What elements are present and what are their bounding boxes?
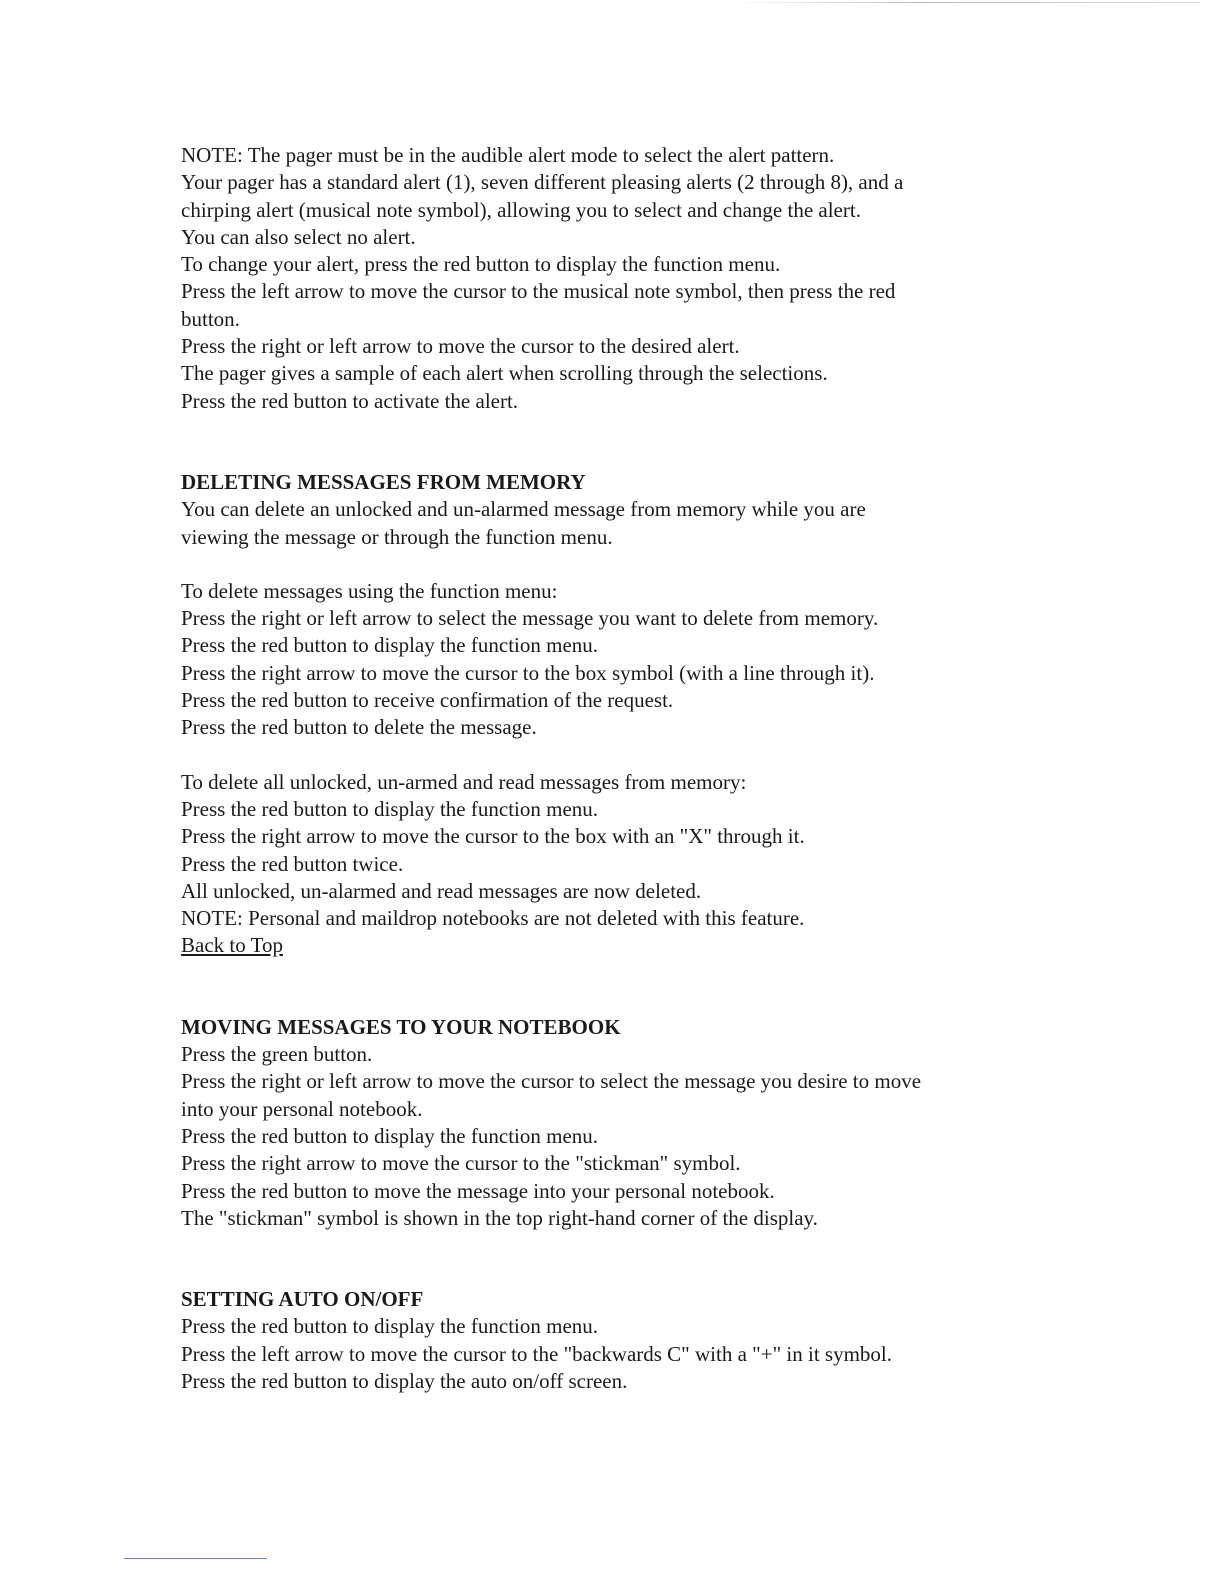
- text-line: viewing the message or through the function menu.: [181, 524, 613, 549]
- text-line: Press the right or left arrow to move the cursor to select the message you desire to move: [181, 1069, 922, 1094]
- back-to-top-link[interactable]: Back to Top: [181, 933, 283, 958]
- text-line: Press the red button to display the function menu.: [181, 1314, 599, 1339]
- scan-edge-line: [730, 2, 1200, 3]
- auto-on-off-section: [181, 1286, 1061, 1395]
- text-line: The pager gives a sample of each alert when scrolling through the selections.: [181, 361, 828, 386]
- text-line: Press the red button to display the auto on/off screen.: [181, 1368, 628, 1393]
- text-line: NOTE: Personal and maildrop notebooks are not deleted with this feature.: [181, 906, 805, 931]
- text-line: To delete all unlocked, un-armed and read messages from memory:: [181, 769, 747, 794]
- text-line: Press the red button to delete the message.: [181, 715, 537, 740]
- spacer: [181, 742, 1061, 769]
- spacer: [181, 415, 1061, 469]
- text-line: Press the right arrow to move the cursor to the box symbol (with a line through it).: [181, 660, 875, 685]
- text-line: Press the right arrow to move the cursor to the "stickman" symbol.: [181, 1151, 741, 1176]
- spacer: [181, 960, 1061, 1014]
- text-line: Press the red button twice.: [181, 851, 404, 876]
- section-heading: SETTING AUTO ON/OFF: [181, 1287, 424, 1312]
- moving-messages-section: [181, 1014, 1061, 1232]
- section-heading: DELETING MESSAGES FROM MEMORY: [181, 469, 586, 494]
- text-line: Your pager has a standard alert (1), seven different pleasing alerts (2 through 8), and a: [181, 170, 904, 195]
- text-line: Press the red button to display the function menu.: [181, 633, 599, 658]
- text-line: You can also select no alert.: [181, 224, 416, 249]
- text-line: All unlocked, un-alarmed and read messages are now deleted.: [181, 878, 702, 903]
- text-line: Press the red button to display the function menu.: [181, 1123, 599, 1148]
- text-line: Press the left arrow to move the cursor to the musical note symbol, then press the red: [181, 279, 896, 304]
- text-line: Press the red button to activate the alert.: [181, 388, 519, 413]
- text-line: Press the right or left arrow to move the cursor to the desired alert.: [181, 334, 740, 359]
- spacer: [181, 551, 1061, 578]
- text-line: Press the red button to receive confirmation of the request.: [181, 688, 674, 713]
- text-line: Press the red button to display the function menu.: [181, 796, 599, 821]
- section-heading: MOVING MESSAGES TO YOUR NOTEBOOK: [181, 1014, 621, 1039]
- text-line: Press the red button to move the message into your personal notebook.: [181, 1178, 775, 1203]
- alert-pattern-section: [181, 142, 1061, 415]
- text-line: button.: [181, 306, 240, 331]
- text-line: The "stickman" symbol is shown in the top right-hand corner of the display.: [181, 1205, 818, 1230]
- text-line: Press the right or left arrow to select the message you want to delete from memory.: [181, 606, 879, 631]
- text-line: Press the green button.: [181, 1042, 373, 1067]
- deleting-messages-section: [181, 469, 1061, 960]
- text-line: NOTE: The pager must be in the audible alert mode to select the alert pattern.: [181, 143, 835, 167]
- text-line: You can delete an unlocked and un-alarmed message from memory while you are: [181, 497, 866, 522]
- text-line: Press the right arrow to move the cursor to the box with an "X" through it.: [181, 824, 805, 849]
- text-line: To delete messages using the function menu:: [181, 578, 558, 603]
- text-line: chirping alert (musical note symbol), allowing you to select and change the alert.: [181, 197, 861, 222]
- document-page: [181, 142, 1061, 1395]
- footer-rule: [124, 1558, 267, 1559]
- spacer: [181, 1232, 1061, 1286]
- text-line: To change your alert, press the red button to display the function menu.: [181, 252, 781, 277]
- back-to-top-line: [181, 932, 1061, 959]
- text-line: Press the left arrow to move the cursor to the "backwards C" with a "+" in it symbol.: [181, 1341, 892, 1366]
- text-line: into your personal notebook.: [181, 1096, 423, 1121]
